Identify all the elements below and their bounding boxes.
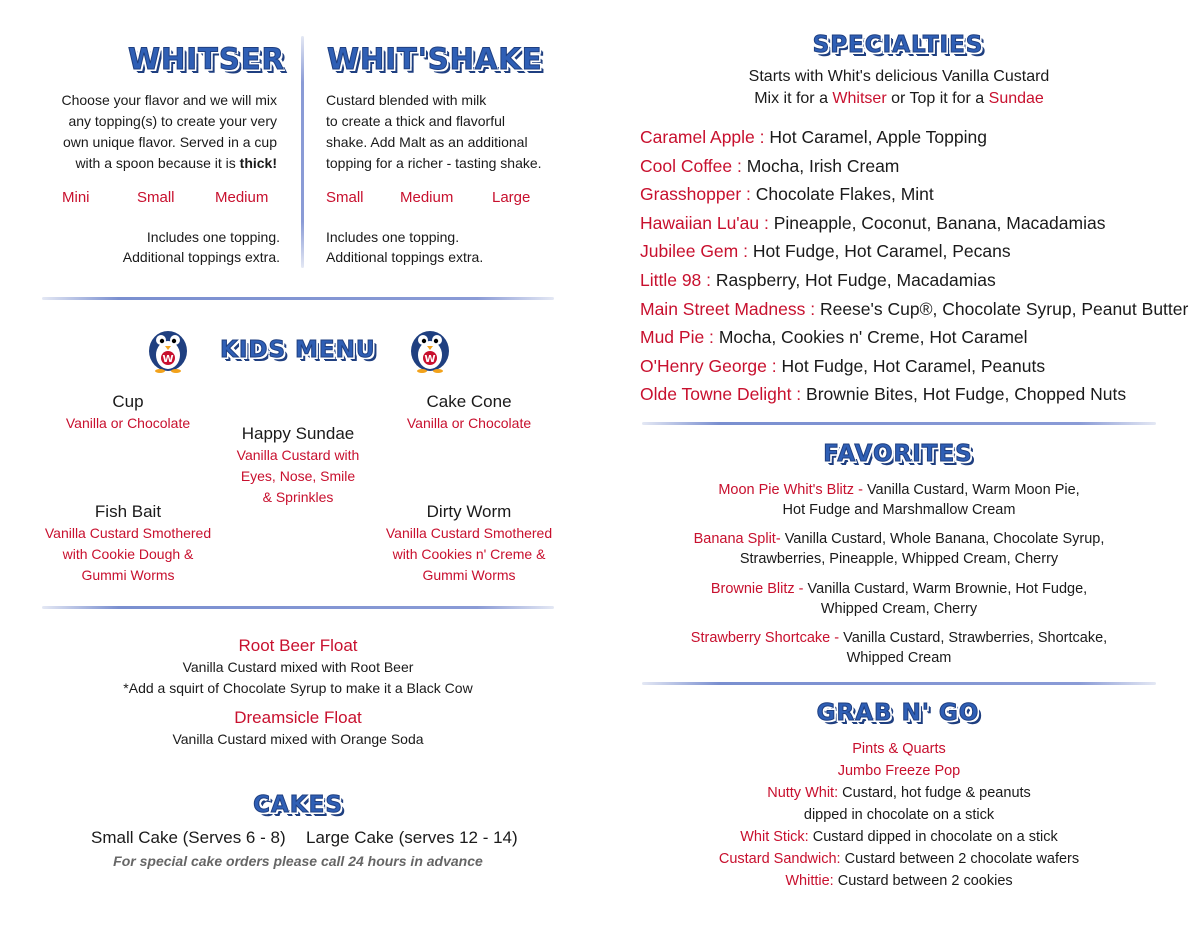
favorite-desc: Whipped Cream, Cherry — [820, 601, 978, 617]
whitser-description — [30, 90, 277, 174]
kids-item-fish-bait — [18, 501, 238, 586]
specialty-desc: Chocolate Flakes, Mint — [755, 184, 934, 205]
favorite-desc: Vanilla Custard, Warm Moon Pie, — [866, 482, 1080, 498]
whitshake-size-large: Large — [492, 189, 531, 206]
specialty-item — [640, 323, 1188, 352]
specialty-desc: Mocha, Cookies n' Creme, Hot Caramel — [718, 327, 1028, 348]
penguin-logo-icon — [406, 325, 454, 373]
specialty-desc: Hot Fudge, Hot Caramel, Pecans — [752, 241, 1011, 262]
specialty-name: Little 98 : — [640, 269, 712, 290]
intro-highlight: Whitser — [832, 90, 887, 107]
favorite-desc: Strawberries, Pineapple, Whipped Cream, Cherry — [739, 551, 1059, 567]
grab-name: Pints & Quarts — [852, 741, 946, 757]
item-desc: Vanilla Custard with — [236, 447, 360, 463]
specialty-name: Mud Pie : — [640, 327, 714, 348]
grab-desc: Custard between 2 cookies — [833, 873, 1013, 889]
desc-line: own unique flavor. Served in a cup — [62, 134, 277, 150]
specialty-name: Olde Towne Delight : — [640, 384, 802, 405]
item-desc: Eyes, Nose, Smile — [240, 468, 356, 484]
item-desc: Vanilla Custard mixed with Orange Soda — [172, 731, 424, 747]
whitser-topping-note — [60, 227, 280, 267]
item-desc: Vanilla Custard Smothered — [44, 525, 212, 541]
favorite-desc: Whipped Cream — [846, 650, 952, 666]
specialty-item — [640, 295, 1188, 324]
item-desc: Vanilla Custard mixed with Root Beer — [182, 659, 414, 675]
specialty-name: Grasshopper : — [640, 184, 751, 205]
favorite-item — [640, 628, 1158, 668]
favorites-list — [640, 480, 1158, 668]
item-name: Cake Cone — [426, 392, 512, 411]
specialty-desc: Hot Fudge, Hot Caramel, Peanuts — [781, 355, 1046, 376]
favorite-name: Moon Pie Whit's Blitz - — [718, 482, 867, 498]
float-dreamsicle — [90, 707, 506, 750]
cake-small: Small Cake (Serves 6 - 8) — [91, 828, 286, 847]
whitser-size-small: Small — [137, 189, 175, 206]
specialty-item — [640, 380, 1188, 409]
whitshake-size-small: Small — [326, 189, 364, 206]
favorite-name: Strawberry Shortcake - — [690, 630, 844, 646]
item-name: Fish Bait — [94, 502, 162, 521]
specialty-item — [640, 180, 1188, 209]
intro-highlight: Sundae — [988, 90, 1044, 107]
item-desc: with Cookies n' Creme & — [392, 546, 546, 562]
note-line: Includes one topping. — [146, 229, 280, 245]
desc-line: to create a thick and flavorful — [326, 113, 505, 129]
item-name: Dirty Worm — [426, 502, 512, 521]
grab-item — [640, 738, 1158, 760]
desc-line: Custard blended with milk — [326, 92, 487, 108]
cake-order-note: For special cake orders please call 24 hours in advance — [113, 853, 483, 869]
item-desc: & Sprinkles — [262, 489, 334, 505]
favorite-name: Banana Split- — [693, 531, 785, 547]
specialty-desc: Brownie Bites, Hot Fudge, Chopped Nuts — [806, 384, 1127, 405]
item-desc: Gummi Worms — [81, 567, 175, 583]
grab-n-go-list — [640, 738, 1158, 892]
desc-line: topping for a richer - tasting shake. — [326, 155, 542, 171]
grab-name: Whit Stick: — [740, 829, 809, 845]
cakes-heading: CAKES — [253, 792, 343, 818]
section-divider — [642, 682, 1156, 685]
kids-menu-heading: KIDS MENU — [220, 337, 376, 363]
section-divider — [42, 606, 554, 609]
grab-desc: Custard dipped in chocolate on a stick — [808, 829, 1058, 845]
specialty-item — [640, 352, 1188, 381]
specialty-name: Cool Coffee : — [640, 155, 742, 176]
specialty-desc: Raspberry, Hot Fudge, Macadamias — [715, 269, 996, 290]
item-name: Cup — [112, 392, 144, 411]
whitshake-topping-note — [326, 227, 546, 267]
specialty-item — [640, 237, 1188, 266]
item-desc: with Cookie Dough & — [62, 546, 194, 562]
favorites-heading: FAVORITES — [823, 441, 973, 467]
item-name: Happy Sundae — [241, 424, 355, 443]
note-line: Additional toppings extra. — [326, 249, 484, 265]
specialty-item — [640, 123, 1188, 152]
desc-line: any topping(s) to create your very — [68, 113, 277, 129]
grab-desc: Custard between 2 chocolate wafers — [840, 851, 1080, 867]
whitser-size-mini: Mini — [62, 189, 90, 206]
specialty-name: Caramel Apple : — [640, 127, 765, 147]
specialty-item — [640, 152, 1188, 181]
specialty-item — [640, 209, 1188, 238]
favorite-desc: Vanilla Custard, Whole Banana, Chocolate Syrup, — [784, 531, 1105, 547]
desc-line: shake. Add Malt as an additional — [326, 134, 528, 150]
grab-name: Custard Sandwich: — [718, 851, 841, 867]
grab-n-go-heading: GRAB N' GO — [816, 700, 980, 726]
grab-name: Jumbo Freeze Pop — [837, 763, 961, 779]
specialties-list — [640, 123, 1188, 409]
specialty-item — [640, 266, 1188, 295]
grab-item — [640, 848, 1158, 870]
svg-text:W: W — [424, 354, 436, 365]
specialty-desc: Pineapple, Coconut, Banana, Macadamias — [773, 212, 1106, 233]
grab-item — [640, 870, 1158, 892]
note-line: Additional toppings extra. — [122, 249, 280, 265]
item-name: Root Beer Float — [238, 636, 358, 655]
section-divider — [642, 422, 1156, 425]
intro-text: or Top it for a — [886, 90, 989, 107]
grab-item — [640, 804, 1158, 826]
item-desc: Vanilla Custard Smothered — [385, 525, 553, 541]
specialty-name: Main Street Madness : — [640, 298, 816, 319]
cake-large: Large Cake (serves 12 - 14) — [306, 828, 518, 847]
specialties-heading: SPECIALTIES — [812, 32, 984, 58]
grab-desc: Custard, hot fudge & peanuts — [838, 785, 1031, 801]
desc-line: Choose your flavor and we will mix — [61, 92, 277, 108]
penguin-logo-icon — [144, 325, 192, 373]
grab-name: Whittie: — [785, 873, 834, 889]
column-divider — [301, 36, 304, 268]
desc-line: with a spoon because it is — [75, 155, 240, 171]
item-desc: Vanilla or Chocolate — [406, 415, 532, 431]
favorite-item — [640, 579, 1158, 619]
favorite-name: Brownie Blitz - — [710, 581, 808, 597]
float-root-beer — [90, 635, 506, 699]
desc-bold: thick! — [239, 155, 277, 171]
favorite-desc: Hot Fudge and Marshmallow Cream — [782, 502, 1016, 518]
whitshake-heading: WHIT'SHAKE — [327, 42, 543, 76]
specialty-name: O'Henry George : — [640, 355, 777, 376]
svg-text:W: W — [162, 354, 174, 365]
item-name: Dreamsicle Float — [234, 708, 362, 727]
kids-item-cake-cone — [369, 391, 569, 434]
whitshake-size-medium: Medium — [400, 189, 454, 206]
favorite-desc: Vanilla Custard, Strawberries, Shortcake, — [843, 630, 1108, 646]
whitshake-description — [326, 90, 586, 174]
favorite-desc: Vanilla Custard, Warm Brownie, Hot Fudge, — [807, 581, 1088, 597]
whitser-heading: WHITSER — [128, 42, 285, 76]
grab-name: Nutty Whit: — [767, 785, 839, 801]
favorite-item — [640, 480, 1158, 520]
section-divider — [42, 297, 554, 300]
specialties-intro — [640, 66, 1158, 110]
intro-text: Mix it for a — [754, 90, 833, 107]
favorite-item — [640, 529, 1158, 569]
item-desc: Vanilla or Chocolate — [65, 415, 191, 431]
specialty-name: Jubilee Gem : — [640, 241, 748, 262]
specialty-name: Hawaiian Lu'au : — [640, 212, 769, 233]
grab-item — [640, 782, 1158, 804]
grab-item — [640, 826, 1158, 848]
kids-item-happy-sundae — [198, 423, 398, 508]
item-desc: Gummi Worms — [422, 567, 516, 583]
whitser-size-medium: Medium — [215, 189, 269, 206]
specialty-desc: Hot Caramel, Apple Topping — [769, 127, 987, 147]
kids-item-dirty-worm — [359, 501, 579, 586]
intro-line: Starts with Whit's delicious Vanilla Custard — [748, 68, 1050, 85]
note-line: Includes one topping. — [326, 229, 460, 245]
grab-item — [640, 760, 1158, 782]
grab-desc: dipped in chocolate on a stick — [803, 807, 995, 823]
specialty-desc: Mocha, Irish Cream — [746, 155, 900, 176]
item-desc: *Add a squirt of Chocolate Syrup to make it a Black Cow — [123, 680, 473, 696]
specialty-desc: Reese's Cup®, Chocolate Syrup, Peanut Butter — [819, 298, 1189, 319]
